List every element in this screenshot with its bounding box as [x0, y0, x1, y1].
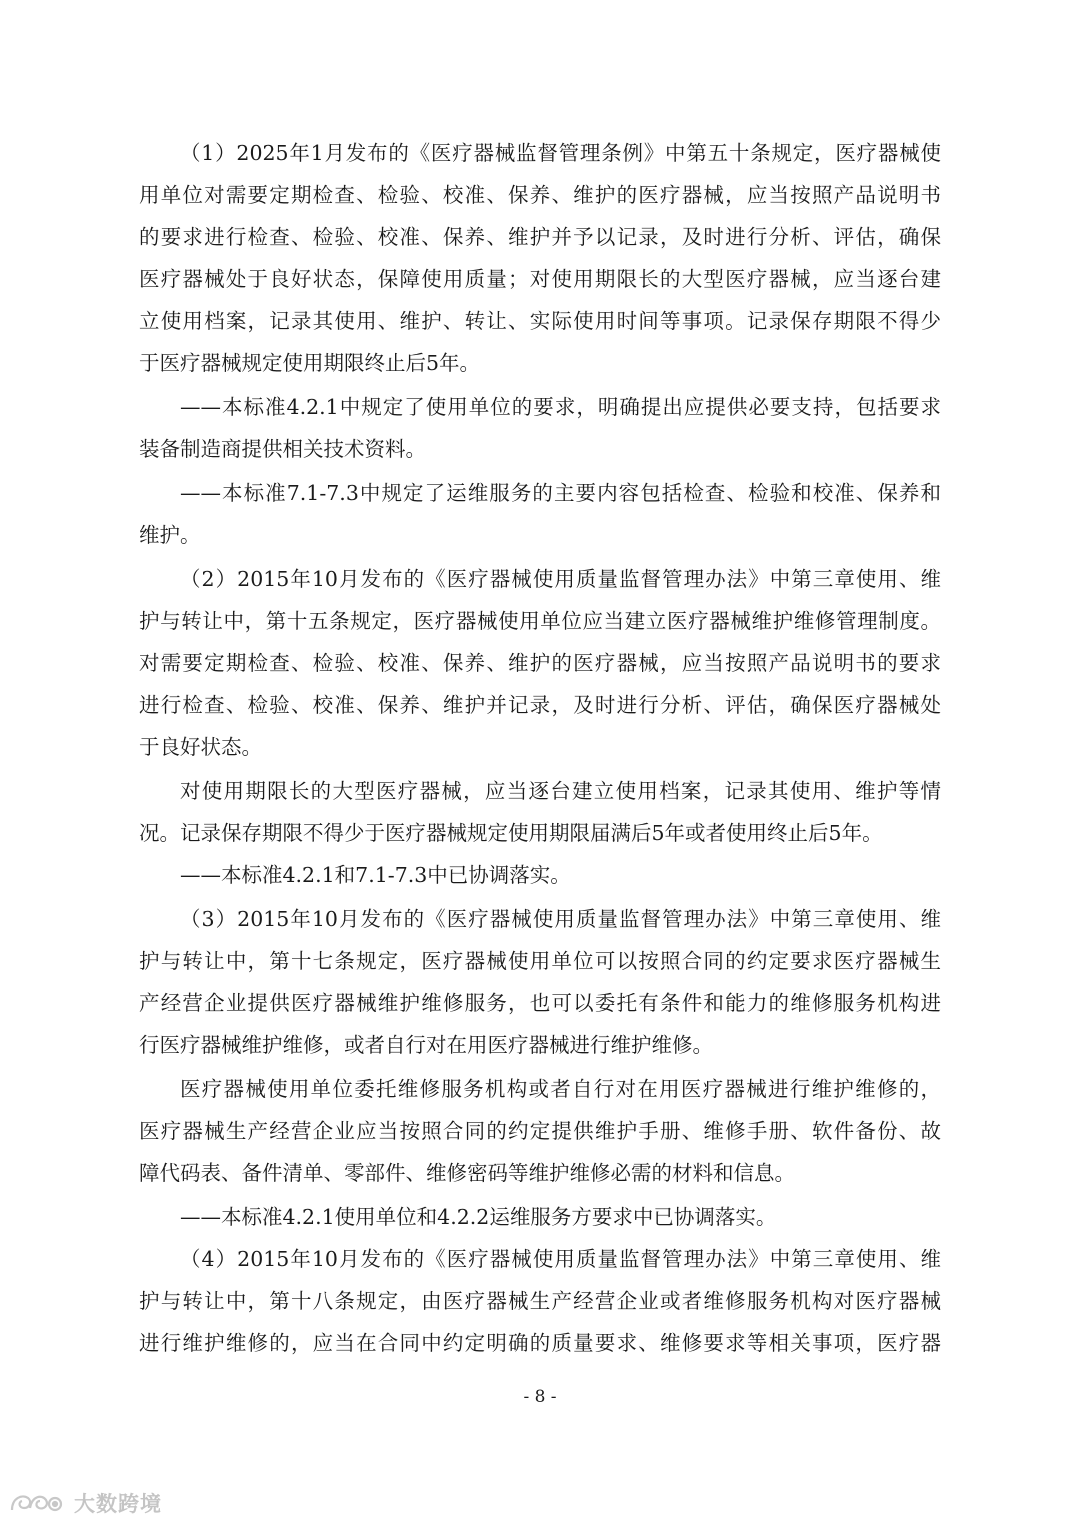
paragraph-3-line-3: 产经营企业提供医疗器械维护维修服务，也可以委托有条件和能力的维修服务机构进	[139, 991, 941, 1015]
paragraph-3-line-1: （3）2015年10月发布的《医疗器械使用质量监督管理办法》中第三章使用、维	[180, 907, 941, 931]
paragraph-2-line-4: 进行检查、检验、校准、保养、维护并记录，及时进行分析、评估，确保医疗器械处	[139, 693, 941, 717]
note-4: ——本标准4.2.1使用单位和4.2.2运维服务方要求中已协调落实。	[180, 1205, 777, 1229]
paragraph-2-line-1: （2）2015年10月发布的《医疗器械使用质量监督管理办法》中第三章使用、维	[180, 567, 941, 591]
watermark-text: 大数跨境	[74, 1492, 162, 1516]
paragraph-2-line-5: 于良好状态。	[139, 735, 262, 759]
paragraph-3b-line-3: 障代码表、备件清单、零部件、维修密码等维护维修必需的材料和信息。	[139, 1161, 795, 1185]
note-2-line-1: ——本标准7.1-7.3中规定了运维服务的主要内容包括检查、检验和校准、保养和	[180, 481, 941, 505]
paragraph-4-line-1: （4）2015年10月发布的《医疗器械使用质量监督管理办法》中第三章使用、维	[180, 1247, 941, 1271]
note-2-line-2: 维护。	[139, 523, 201, 547]
paragraph-2b-line-1: 对使用期限长的大型医疗器械，应当逐台建立使用档案，记录其使用、维护等情	[180, 779, 941, 803]
paragraph-1-line-4: 医疗器械处于良好状态，保障使用质量；对使用期限长的大型医疗器械，应当逐台建	[139, 267, 941, 291]
paragraph-3-line-4: 行医疗器械维护维修，或者自行对在用医疗器械进行维护维修。	[139, 1033, 713, 1057]
note-3: ——本标准4.2.1和7.1-7.3中已协调落实。	[180, 863, 571, 887]
paragraph-2b-line-2: 况。记录保存期限不得少于医疗器械规定使用期限届满后5年或者使用终止后5年。	[139, 821, 883, 845]
paragraph-1-line-2: 用单位对需要定期检查、检验、校准、保养、维护的医疗器械，应当按照产品说明书	[139, 183, 941, 207]
note-1-line-1: ——本标准4.2.1中规定了使用单位的要求，明确提出应提供必要支持，包括要求	[180, 395, 941, 419]
paragraph-1-line-5: 立使用档案，记录其使用、维护、转让、实际使用时间等事项。记录保存期限不得少	[139, 309, 941, 333]
paragraph-3b-line-1: 医疗器械使用单位委托维修服务机构或者自行对在用医疗器械进行维护维修的，	[180, 1077, 941, 1101]
paragraph-2-line-3: 对需要定期检查、检验、校准、保养、维护的医疗器械，应当按照产品说明书的要求	[139, 651, 941, 675]
watermark	[8, 1486, 162, 1520]
note-1-line-2: 装备制造商提供相关技术资料。	[139, 437, 426, 461]
paragraph-2-line-2: 护与转让中，第十五条规定，医疗器械使用单位应当建立医疗器械维护维修管理制度。	[139, 609, 941, 633]
page-number: - 8 -	[523, 1387, 557, 1407]
paragraph-3-line-2: 护与转让中，第十七条规定，医疗器械使用单位可以按照合同的约定要求医疗器械生	[139, 949, 941, 973]
paragraph-3b-line-2: 医疗器械生产经营企业应当按照合同的约定提供维护手册、维修手册、软件备份、故	[139, 1119, 941, 1143]
paragraph-4-line-3: 进行维护维修的，应当在合同中约定明确的质量要求、维修要求等相关事项，医疗器	[139, 1331, 941, 1355]
paragraph-1-line-6: 于医疗器械规定使用期限终止后5年。	[139, 351, 481, 375]
paragraph-4-line-2: 护与转让中，第十八条规定，由医疗器械生产经营企业或者维修服务机构对医疗器械	[139, 1289, 941, 1313]
paragraph-1-line-3: 的要求进行检查、检验、校准、保养、维护并予以记录，及时进行分析、评估，确保	[139, 225, 941, 249]
paragraph-1-line-1: （1）2025年1月发布的《医疗器械监督管理条例》中第五十条规定，医疗器械使	[180, 141, 941, 165]
watermark-logo-icon	[8, 1488, 68, 1518]
